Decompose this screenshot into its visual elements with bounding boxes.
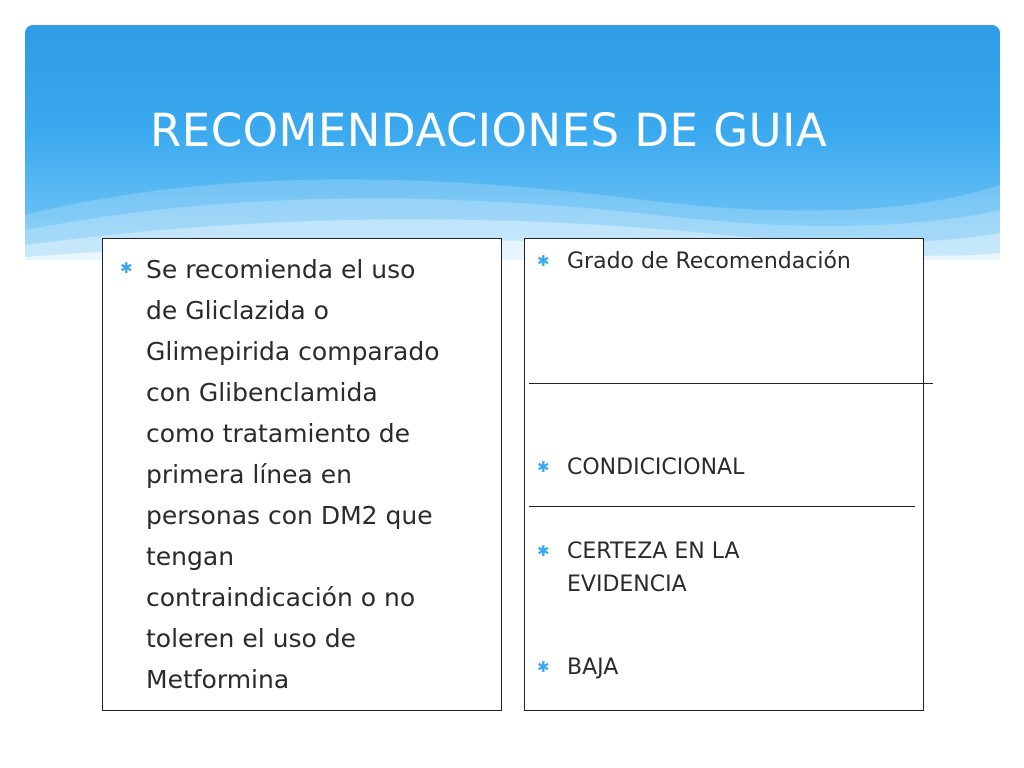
asterisk-bullet-icon: ✱ xyxy=(537,458,550,476)
divider-line xyxy=(529,383,933,384)
asterisk-bullet-icon: ✱ xyxy=(537,252,550,270)
grade-box xyxy=(524,238,924,711)
recommendation-box xyxy=(102,238,502,711)
asterisk-bullet-icon: ✱ xyxy=(537,658,550,676)
grade-heading: Grado de Recomendación xyxy=(567,249,851,274)
asterisk-bullet-icon: ✱ xyxy=(120,259,133,277)
grade-value: CONDICICIONAL xyxy=(567,455,745,480)
recommendation-text: Se recomienda el uso de Gliclazida o Glimepirida comparado con Glibenclamida como tratamiento de primera línea en personas con DM2 que tengan contraindicación o no toleren el uso de Metformina xyxy=(146,255,440,694)
evidence-label: CERTEZA EN LA EVIDENCIA xyxy=(567,539,740,597)
asterisk-bullet-icon: ✱ xyxy=(537,542,550,560)
evidence-value: BAJA xyxy=(567,655,619,680)
divider-line xyxy=(529,506,915,507)
slide-title: RECOMENDACIONES DE GUIA xyxy=(150,104,828,157)
